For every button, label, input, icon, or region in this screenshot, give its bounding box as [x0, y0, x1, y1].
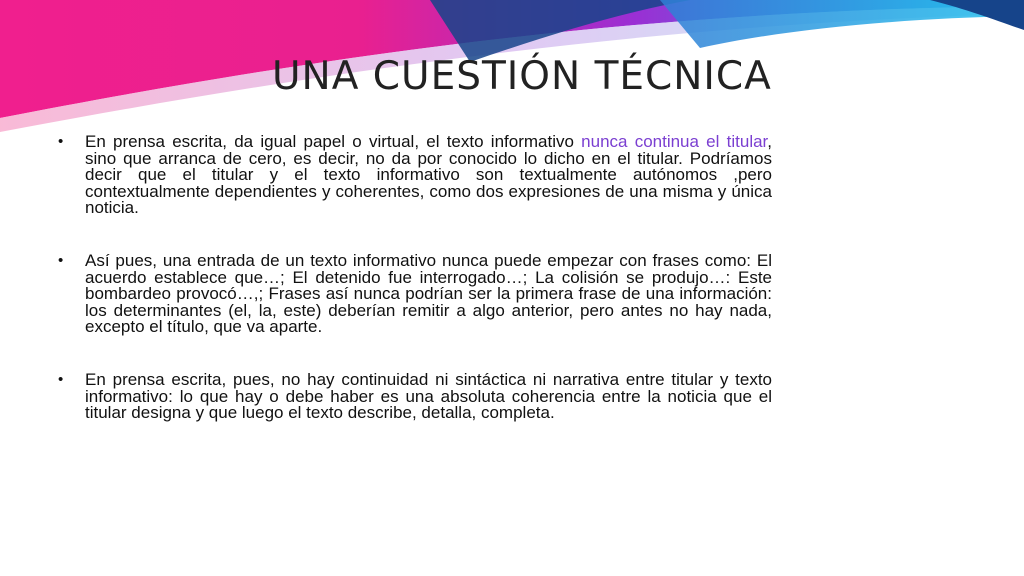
bullet-list	[58, 134, 772, 422]
bullet-item	[58, 250, 772, 337]
bullet-text	[85, 134, 772, 217]
highlighted-phrase: nunca continua el titular	[581, 132, 768, 151]
bullet-dot-icon: •	[58, 370, 64, 388]
slide-title: UNA CUESTIÓN TÉCNICA	[272, 54, 772, 99]
bullet-item	[58, 369, 772, 423]
bullet-text: Así pues, una entrada de un texto informativo nunca puede empezar con frases como: El acuerdo establece que…; El detenido fue interrogado…; La colisión se produjo…: Este bombardeo provocó…,; Frases así nunca podrían ser la primera frase de una información: los determinantes (el, la, este) deberían remitir a algo anterior, pero antes no hay nada, excepto el título, que va aparte.	[85, 250, 772, 337]
bullet-text: En prensa escrita, pues, no hay continuidad ni sintáctica ni narrativa entre titular y texto informativo: lo que hay o debe haber es una absoluta coherencia entre la noticia que el titular designa y que luego el texto describe, detalla, completa.	[85, 369, 772, 423]
bullet-dot-icon: •	[58, 251, 64, 269]
bullet-item	[58, 134, 772, 217]
bullet-text-segment: , sino que arranca de cero, es decir, no da por conocido lo dicho en el titular. Podríamos decir que el titular y el texto informativo son textualmente autónomos ,pero contextualmente dependientes y coherentes, como dos expresiones de una misma y única noticia.	[85, 132, 773, 218]
bullet-dot-icon: •	[58, 133, 64, 150]
bullet-text-segment: En prensa escrita, da igual papel o virtual, el texto informativo	[85, 132, 582, 151]
